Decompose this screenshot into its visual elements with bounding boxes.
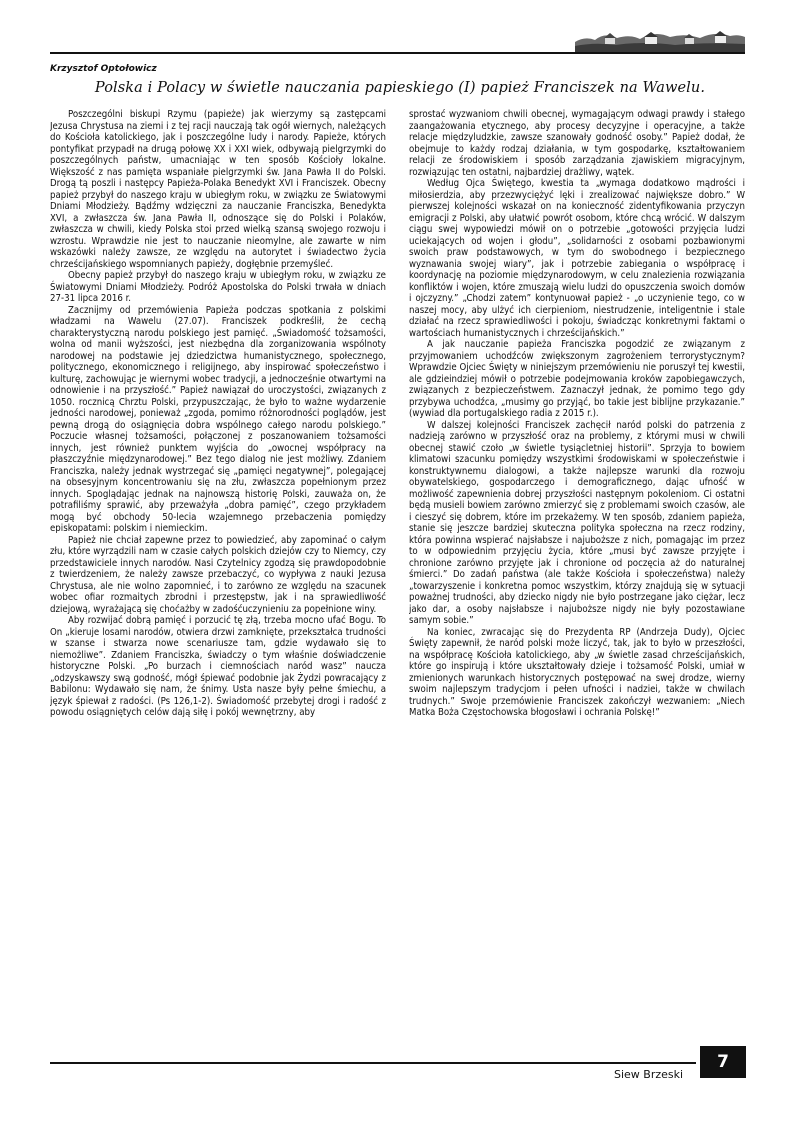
article-title: Polska i Polacy w świetle nauczania papieskiego (I) papież Franciszek na Wawelu. <box>94 80 706 96</box>
left-column <box>50 109 386 1061</box>
paragraph: Poszczególni biskupi Rzymu (papieże) jak wierzymy są zastępcami Jezusa Chrystusa na ziemi i z tej racji nauczają tak ogół wiernych, należących do Kościoła katolickiego, jak i poszczególne ludy i narody. Papieże, których pontyfikat przypadł na drugą połowę XX i XXI wiek, odbywają pielgrzymki do poszczególnych państw, umacniając w ten sposób Kościoły lokalne. Większość z nas pamięta wspaniałe pielgrzymki św. Jana Pawła II do Polski. Drogą tą poszli i następcy Papieża-Polaka Benedykt XVI i Franciszek. Obecny papież przybył do naszego kraju w ubiegłym roku, w związku ze Światowymi Dniami Młodzieży. Bądźmy wdzięczni za nauczanie Franciszka, Benedykta XVI, a zwłaszcza św. Jana Pawła II, odnoszące się do Polski i Polaków, zwłaszcza w chwili, kiedy Polska stoi przed wielką szansą swojego rozwoju i wzrostu. Wprawdzie nie jest to nauczanie nieomylne, ale zawarte w nim wskazówki należy zawsze, ze względu na autorytet i świadectwo życia chrześcijańskiego wspomnianych papieży, dogłębnie przemyśleć. <box>50 109 386 270</box>
paragraph: Obecny papież przybył do naszego kraju w ubiegłym roku, w związku ze Światowymi Dniami Młodzieży. Podróż Apostolska do Polski trwała w dniach 27-31 lipca 2016 r. <box>50 270 386 304</box>
paragraph: sprostać wyzwaniom chwili obecnej, wymagającym odwagi prawdy i stałego zaangażowania etycznego, aby procesy decyzyjne i operacyjne, a także relacje międzyludzkie, zawsze szanowały godność osoby.” Papież dodał, że obejmuje to każdy rodzaj działania, w tym gospodarkę, kształtowaniem relacji ze środowiskiem i sposób zarządzania zjawiskiem migracyjnym, rozwiązując ten ostatni, najbardziej drażliwy, wątek. <box>409 109 745 178</box>
paragraph: A jak nauczanie papieża Franciszka pogodzić ze związanym z przyjmowaniem uchodźców zwiększonym zagrożeniem terrorystycznym? Wprawdzie Ojciec Święty w niniejszym przemówieniu nie poruszył tej kwestii, ale gdzieindziej mówił o potrzebie podejmowania kroków zapobiegawczych, związanych z bezpieczeństwem. Zaznaczył jednak, że pomimo tego gdy przybywa uchodźca, „musimy go przyjąć, bo takie jest biblijne przykazanie.” (wywiad dla portugalskiego radia z 2015 r.). <box>409 339 745 419</box>
header-rule <box>50 52 745 54</box>
paragraph: Aby rozwijać dobrą pamięć i porzucić tę złą, trzeba mocno ufać Bogu. To On „kieruje losami narodów, otwiera drzwi zamknięte, przekształca trudności w szanse i stwarza nowe scenariusze tam, gdzie wydawało się to niemożliwe”. Zdaniem Franciszka, świadczy o tym właśnie doświadczenie historyczne Polski. „Po burzach i ciemnościach naród wasz” naucza „odzyskawszy swą godność, mógł śpiewać podobnie jak Żydzi powracający z Babilonu: Wydawało się nam, że śnimy. Usta nasze były pełne śmiechu, a język śpiewał z radości. (Ps 126,1-2). Świadomość przebytej drogi i radość z powodu osiągniętych celów dają siłę i pokój wewnętrzny, aby <box>50 615 386 718</box>
paragraph: W dalszej kolejności Franciszek zachęcił naród polski do patrzenia z nadzieją zarówno w przyszłość oraz na problemy, z którymi musi w chwili obecnej stawić czoło „w świetle tysiącletniej historii”. Sprzyja to bowiem klimatowi szacunku pomiędzy wszystkimi środowiskami w społeczeństwie i konstruktywnemu dialogowi, a także najlepsze warunki dla rozwoju obywatelskiego, gospodarczego i demograficznego, dając ufność w możliwość zapewnienia dobrej przyszłości następnym pokoleniom. Ci ostatni będą musieli bowiem zarówno zmierzyć się z problemami swoich czasów, ale i cieszyć się dobrem, które im przekażemy. W ten sposób, zdaniem papieża, stanie się jeszcze bardziej skuteczna polityka społeczna na rzecz rodziny, która powinna wspierać najsłabsze i najuboższe z nich, pomagając im przez to w odpowiednim przyjęciu życia, które „musi być zawsze przyjęte i chronione zarówno przyjęte jak i chronione od poczęcia aż do naturalnej śmierci.” Do zadań państwa (ale także Kościoła i społeczeństwa) należy „towarzyszenie i konkretna pomoc wszystkim, którzy znajdują się w sytuacji poważnej trudności, aby dziecko nigdy nie było postrzegane jako ciężar, lecz jako dar, a osoby najsłabsze i najuboższe nigdy nie były pozostawiane samym sobie.” <box>409 419 745 626</box>
paragraph: Na koniec, zwracając się do Prezydenta RP (Andrzeja Dudy), Ojciec Święty zapewnił, że naród polski może liczyć, tak, jak to było w przeszłości, na współpracę Kościoła katolickiego, aby „w świetle zasad chrześcijańskich, które go inspirują i które ukształtowały dzieje i tożsamość Polski, umiał w zmienionych warunkach historycznych postępować na swej drodze, wierny swoim najlepszym tradycjom i pełen ufności i nadziei, także w chwilach trudnych.” Swoje przemówienie Franciszek zakończył wezwaniem: „Niech Matka Boża Częstochowska błogosławi i ochrania Polskę!” <box>409 626 745 718</box>
paragraph: Zacznijmy od przemówienia Papieża podczas spotkania z polskimi władzami na Wawelu (27.07). Franciszek podkreślił, że cechą charakterystyczną narodu polskiego jest pamięć. „Świadomość tożsamości, wolna od manii wyższości, jest niezbędna dla zorganizowania wspólnoty narodowej na podstawie jej dziedzictwa humanistycznego, społecznego, politycznego, ekonomicznego i religijnego, aby inspirować społeczeństwo i kulturę, zachowując je wiernymi wobec tradycji, a jednocześnie otwartymi na odnowienie i na przyszłość.” Papież nawiązał do uroczystości, związanych z 1050. rocznicą Chrztu Polski, przypuszczając, że było to ważne wydarzenie jedności narodowej, ponieważ „zgoda, pomimo różnorodności poglądów, jest pewną drogą do osiągnięcia dobra wspólnego całego narodu polskiego.” Poczucie własnej tożsamości, połączonej z poszanowaniem tożsamości innych, jest również punktem wyjścia do „owocnej współpracy na płaszczyźnie międzynarodowej.” Bez tego dialog nie jest możliwy. Zdaniem Franciszka, należy jednak wystrzegać się „pamięci negatywnej”, polegającej na obsesyjnym koncentrowaniu się na złu, zwłaszcza popełnionym przez innych. Spoglądając jednak na najnowszą historię Polski, zauważa on, że potrafiliśmy sprawić, aby przeważyła „dobra pamięć”, czego przykładem mogą być obchody 50-lecia wzajemnego przebaczenia pomiędzy episkopatami: polskim i niemieckim. <box>50 304 386 534</box>
paragraph: Według Ojca Świętego, kwestia ta „wymaga dodatkowo mądrości i miłosierdzia, aby przezwyciężyć lęki i zrealizować największe dobro.” W pierwszej kolejności wskazał on na konieczność zidentyfikowania przyczyn emigracji z Polski, aby ułatwić powrót osobom, które chcą wrócić. W dalszym ciągu swej wypowiedzi mówił on o potrzebie „gotowości przyjęcia ludzi uciekających od wojen i głodu”, „solidarności z osobami pozbawionymi swoich praw podstawowych, w tym do swobodnego i bezpiecznego wyznawania swojej wiary”, jak i potrzebie zabiegania o współpracę i koordynację na poziomie międzynarodowym, w celu znalezienia rozwiązania konfliktów i wojen, które zmuszają wielu ludzi do opuszczenia swoich domów i ojczyzny.” „Chodzi zatem” kontynuował papież - „o uczynienie tego, co w naszej mocy, aby ulżyć ich cierpieniom, niestrudzenie, inteligentnie i stale działać na rzecz sprawiedliwości i pokoju, świadcząc konkretnymi faktami o wartościach humanistycznych i chrześcijańskich.” <box>409 178 745 339</box>
article-author: Krzysztof Optołowicz <box>50 64 157 74</box>
page-number: 7 <box>700 1046 746 1078</box>
paragraph: Papież nie chciał zapewne przez to powiedzieć, aby zapominać o całym złu, które wyrządzili nam w czasie całych polskich dziejów czy to Niemcy, czy przedstawiciele innych narodów. Nasi Czytelnicy zgodzą się prawdopodobnie z twierdzeniem, że należy zawsze przebaczyć, co wypływa z nauki Jezusa Chrystusa, ale nie wolno zapomnieć, i to zarówno ze względu na szacunek wobec ofiar rozmaitych zbrodni i przestępstw, jak i na sprawiedliwość dziejową, wyrażającą się choćażby w zadośćuczynieniu za popełnione winy. <box>50 534 386 615</box>
right-column <box>409 109 745 1061</box>
header-village-image <box>575 24 745 52</box>
magazine-name: Siew Brzeski <box>614 1068 684 1081</box>
footer-rule <box>50 1062 696 1064</box>
